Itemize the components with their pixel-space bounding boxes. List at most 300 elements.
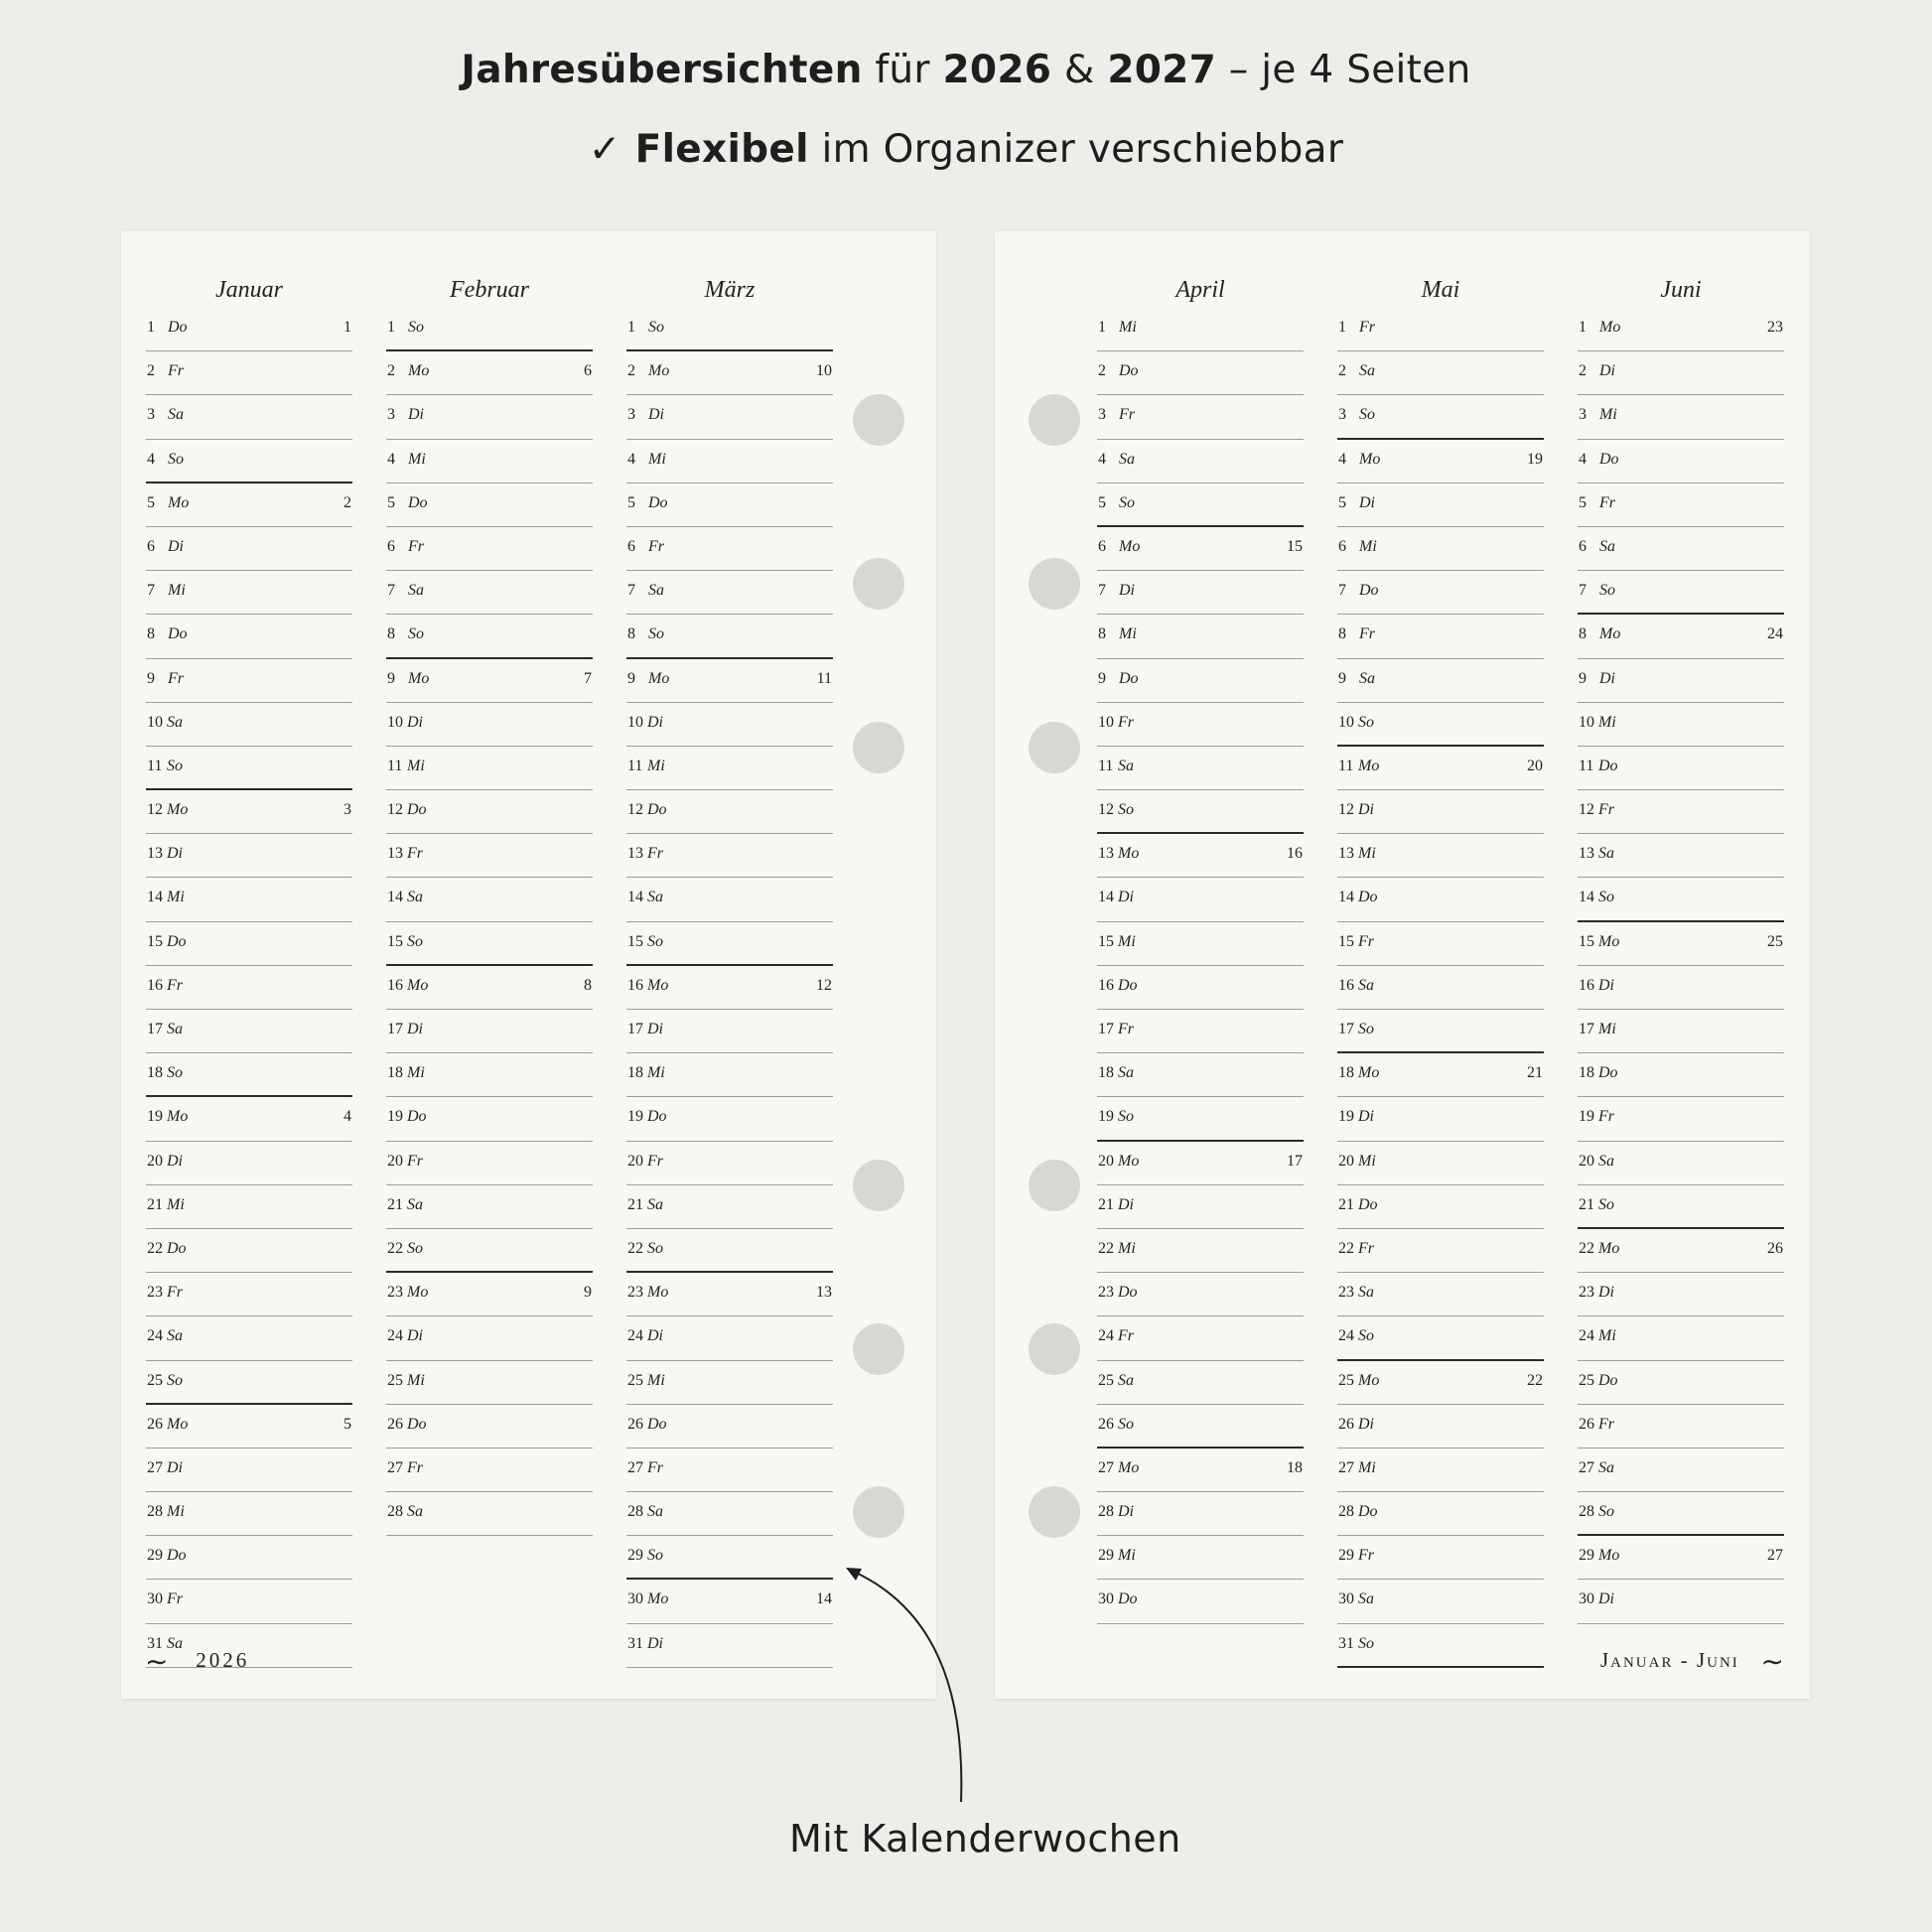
- weekday: So: [647, 1239, 663, 1257]
- day-number: 16: [1098, 976, 1114, 994]
- day-number: 16: [147, 976, 163, 994]
- day-number: 26: [387, 1415, 403, 1433]
- day-number: 21: [1338, 1195, 1354, 1213]
- day-number: 13: [627, 845, 643, 863]
- weekday: Di: [167, 1152, 183, 1170]
- weekday: Mi: [1118, 932, 1136, 950]
- day-number: 5: [627, 493, 635, 511]
- weekday: Fr: [647, 1152, 663, 1170]
- day-number: 9: [147, 669, 155, 687]
- weekday: Sa: [647, 889, 663, 906]
- day-number: 16: [1579, 976, 1594, 994]
- day-number: 6: [387, 537, 395, 555]
- weekday: Mo: [1119, 537, 1141, 555]
- weekday: Fr: [1359, 625, 1375, 643]
- day-number: 12: [1098, 801, 1114, 819]
- day-number: 18: [1338, 1064, 1354, 1082]
- weekday: Do: [407, 1108, 427, 1126]
- day-number: 25: [387, 1371, 403, 1389]
- calendar-week-number: 3: [344, 801, 351, 819]
- weekday: Mo: [1599, 625, 1621, 643]
- weekday: Di: [1598, 976, 1614, 994]
- weekday: So: [167, 757, 183, 774]
- day-number: 11: [387, 757, 403, 774]
- day-number: 28: [627, 1503, 643, 1521]
- weekday: Sa: [167, 1021, 183, 1037]
- day-number: 5: [1098, 493, 1106, 511]
- check-icon: ✓: [588, 127, 635, 172]
- footer-range: Januar - Juni: [1599, 1647, 1739, 1672]
- day-number: 16: [627, 976, 643, 994]
- day-number: 21: [627, 1195, 643, 1213]
- weekday: So: [1358, 1634, 1374, 1652]
- day-number: 28: [1338, 1503, 1354, 1521]
- day-number: 1: [147, 319, 155, 336]
- weekday: Mi: [648, 450, 666, 468]
- weekday: Fr: [167, 1590, 183, 1608]
- day-number: 20: [1338, 1152, 1354, 1170]
- weekday: Do: [1118, 1590, 1138, 1608]
- weekday: So: [648, 319, 664, 336]
- day-number: 17: [1579, 1021, 1594, 1037]
- weekday: Do: [1598, 1064, 1618, 1082]
- day-number: 29: [627, 1547, 643, 1565]
- weekday: So: [1598, 1195, 1614, 1213]
- weekday: Di: [1118, 1503, 1134, 1521]
- day-number: 14: [387, 889, 403, 906]
- calendar-week-number: 8: [584, 976, 592, 994]
- weekday: Do: [167, 1239, 187, 1257]
- weekday: Fr: [168, 362, 184, 380]
- headline-text: &: [1051, 48, 1108, 92]
- weekday: Mo: [1358, 1064, 1380, 1082]
- weekday: Mo: [1598, 1239, 1620, 1257]
- weekday: Sa: [167, 1634, 183, 1652]
- day-number: 22: [1338, 1239, 1354, 1257]
- weekday: Fr: [407, 845, 423, 863]
- day-number: 15: [1579, 932, 1594, 950]
- day-number: 16: [387, 976, 403, 994]
- day-number: 7: [147, 582, 155, 600]
- weekday: Mo: [1118, 1152, 1140, 1170]
- day-number: 10: [147, 713, 163, 731]
- weekday: Mo: [167, 801, 189, 819]
- day-number: 24: [387, 1327, 403, 1345]
- day-number: 1: [1338, 319, 1346, 336]
- weekday: Do: [1118, 1284, 1138, 1302]
- day-number: 28: [1579, 1503, 1594, 1521]
- day-number: 28: [387, 1503, 403, 1521]
- calendar-week-number: 19: [1527, 450, 1543, 468]
- day-number: 6: [627, 537, 635, 555]
- weekday: Mi: [1118, 1547, 1136, 1565]
- weekday: Do: [168, 625, 188, 643]
- day-number: 2: [627, 362, 635, 380]
- day-number: 21: [147, 1195, 163, 1213]
- day-number: 5: [1579, 493, 1587, 511]
- day-number: 9: [1098, 669, 1106, 687]
- day-number: 17: [147, 1021, 163, 1037]
- weekday: Mi: [647, 1064, 665, 1082]
- calendar-week-number: 23: [1767, 319, 1783, 336]
- weekday: So: [408, 319, 424, 336]
- day-number: 19: [1338, 1108, 1354, 1126]
- weekday: So: [1598, 889, 1614, 906]
- month-title: Mai: [1421, 277, 1460, 303]
- day-number: 5: [1338, 493, 1346, 511]
- weekday: Fr: [167, 1284, 183, 1302]
- weekday: Di: [407, 1021, 423, 1037]
- day-number: 23: [387, 1284, 403, 1302]
- weekday: Do: [167, 1547, 187, 1565]
- day-number: 19: [387, 1108, 403, 1126]
- weekday: Mo: [1359, 450, 1381, 468]
- day-number: 1: [627, 319, 635, 336]
- day-number: 31: [627, 1634, 643, 1652]
- day-number: 11: [147, 757, 163, 774]
- calendar-week-number: 25: [1767, 932, 1783, 950]
- weekday: Di: [648, 406, 664, 424]
- day-number: 9: [1579, 669, 1587, 687]
- day-number: 8: [627, 625, 635, 643]
- month-title: Februar: [450, 277, 529, 303]
- day-number: 27: [627, 1458, 643, 1476]
- day-number: 24: [147, 1327, 163, 1345]
- day-number: 20: [387, 1152, 403, 1170]
- day-number: 3: [1098, 406, 1106, 424]
- day-number: 31: [147, 1634, 163, 1652]
- weekday: Fr: [1118, 1021, 1134, 1037]
- day-number: 20: [147, 1152, 163, 1170]
- calendar-week-number: 7: [584, 669, 592, 687]
- day-number: 23: [1098, 1284, 1114, 1302]
- weekday: Do: [408, 493, 428, 511]
- day-number: 16: [1338, 976, 1354, 994]
- weekday: Sa: [1359, 362, 1375, 380]
- day-number: 13: [147, 845, 163, 863]
- weekday: Fr: [1118, 713, 1134, 731]
- weekday: Mo: [1358, 757, 1380, 774]
- weekday: So: [167, 1064, 183, 1082]
- day-number: 15: [1098, 932, 1114, 950]
- day-number: 3: [147, 406, 155, 424]
- day-number: 25: [1098, 1371, 1114, 1389]
- calendar-week-number: 4: [344, 1108, 351, 1126]
- day-number: 2: [1338, 362, 1346, 380]
- weekday: Sa: [1598, 1458, 1614, 1476]
- day-number: 1: [387, 319, 395, 336]
- day-number: 4: [1338, 450, 1346, 468]
- weekday: Fr: [407, 1458, 423, 1476]
- weekday: Sa: [648, 582, 664, 600]
- calendar-week-number: 14: [816, 1590, 832, 1608]
- calendar-week-number: 1: [344, 319, 351, 336]
- calendar-week-number: 16: [1287, 845, 1303, 863]
- weekday: Sa: [1118, 757, 1134, 774]
- weekday: Fr: [167, 976, 183, 994]
- day-number: 30: [1098, 1590, 1114, 1608]
- day-number: 8: [147, 625, 155, 643]
- weekday: Mi: [407, 1064, 425, 1082]
- day-number: 30: [1579, 1590, 1594, 1608]
- day-number: 24: [627, 1327, 643, 1345]
- day-number: 29: [1579, 1547, 1594, 1565]
- day-number: 8: [1579, 625, 1587, 643]
- day-number: 15: [387, 932, 403, 950]
- day-number: 30: [147, 1590, 163, 1608]
- weekday: Fr: [647, 845, 663, 863]
- weekday: So: [1358, 1021, 1374, 1037]
- day-number: 26: [627, 1415, 643, 1433]
- day-number: 6: [147, 537, 155, 555]
- weekday: Mo: [167, 1108, 189, 1126]
- day-number: 8: [1098, 625, 1106, 643]
- weekday: Mi: [168, 582, 186, 600]
- weekday: Fr: [1598, 1415, 1614, 1433]
- headline-text: für: [862, 48, 943, 92]
- weekday: Di: [647, 713, 663, 731]
- weekday: Do: [167, 932, 187, 950]
- day-number: 5: [147, 493, 155, 511]
- calendar-week-number: 5: [344, 1415, 351, 1433]
- day-number: 4: [1098, 450, 1106, 468]
- weekday: Fr: [1358, 1239, 1374, 1257]
- day-number: 4: [1579, 450, 1587, 468]
- day-number: 2: [1098, 362, 1106, 380]
- day-number: 6: [1338, 537, 1346, 555]
- weekday: So: [1359, 406, 1375, 424]
- day-number: 1: [1098, 319, 1106, 336]
- weekday: Mi: [1359, 537, 1377, 555]
- day-number: 2: [387, 362, 395, 380]
- day-number: 12: [1338, 801, 1354, 819]
- weekday: Fr: [1118, 1327, 1134, 1345]
- weekday: Sa: [1358, 1284, 1374, 1302]
- day-number: 2: [1579, 362, 1587, 380]
- calendar-week-number: 2: [344, 493, 351, 511]
- weekday: Sa: [407, 889, 423, 906]
- day-number: 2: [147, 362, 155, 380]
- day-number: 27: [1579, 1458, 1594, 1476]
- day-number: 22: [627, 1239, 643, 1257]
- weekday: Di: [408, 406, 424, 424]
- weekday: Do: [1119, 362, 1139, 380]
- weekday: So: [1118, 801, 1134, 819]
- weekday: Mo: [1118, 845, 1140, 863]
- weekday: Sa: [168, 406, 184, 424]
- weekday: Di: [167, 845, 183, 863]
- day-number: 20: [1579, 1152, 1594, 1170]
- weekday: Do: [1599, 450, 1619, 468]
- day-number: 14: [1338, 889, 1354, 906]
- weekday: So: [408, 625, 424, 643]
- calendar-week-number: 11: [816, 669, 832, 687]
- weekday: Sa: [1598, 845, 1614, 863]
- day-number: 29: [1098, 1547, 1114, 1565]
- month-title: Januar: [215, 277, 283, 303]
- day-number: 11: [1338, 757, 1354, 774]
- footer-year: 2026: [196, 1647, 250, 1672]
- calendar-week-number: 12: [816, 976, 832, 994]
- weekday: So: [168, 450, 184, 468]
- day-number: 26: [1579, 1415, 1594, 1433]
- day-number: 11: [1579, 757, 1594, 774]
- weekday: Do: [647, 801, 667, 819]
- day-number: 21: [387, 1195, 403, 1213]
- weekday: Fr: [1119, 406, 1135, 424]
- day-number: 17: [1098, 1021, 1114, 1037]
- weekday: Di: [1599, 362, 1615, 380]
- day-number: 13: [387, 845, 403, 863]
- day-number: 1: [1579, 319, 1587, 336]
- day-number: 11: [1098, 757, 1114, 774]
- calendar-week-number: 27: [1767, 1547, 1783, 1565]
- day-number: 3: [627, 406, 635, 424]
- day-number: 25: [1338, 1371, 1354, 1389]
- weekday: Di: [1358, 1415, 1374, 1433]
- calendar-week-number: 17: [1287, 1152, 1303, 1170]
- calendar-week-number: 26: [1767, 1239, 1783, 1257]
- weekday: Di: [407, 713, 423, 731]
- day-number: 11: [627, 757, 643, 774]
- day-number: 15: [147, 932, 163, 950]
- weekday: Sa: [1359, 669, 1375, 687]
- weekday: So: [648, 625, 664, 643]
- day-number: 21: [1579, 1195, 1594, 1213]
- day-number: 30: [627, 1590, 643, 1608]
- calendar-week-number: 13: [816, 1284, 832, 1302]
- weekday: Di: [1118, 1195, 1134, 1213]
- weekday: Di: [647, 1327, 663, 1345]
- day-number: 4: [627, 450, 635, 468]
- day-number: 18: [1098, 1064, 1114, 1082]
- weekday: Fr: [1359, 319, 1375, 336]
- weekday: Di: [1118, 889, 1134, 906]
- day-number: 19: [1579, 1108, 1594, 1126]
- day-number: 26: [1338, 1415, 1354, 1433]
- weekday: Do: [1598, 1371, 1618, 1389]
- day-number: 27: [147, 1458, 163, 1476]
- day-number: 23: [1579, 1284, 1594, 1302]
- weekday: Do: [1358, 1195, 1378, 1213]
- weekday: Do: [1598, 757, 1618, 774]
- weekday: Fr: [168, 669, 184, 687]
- weekday: Sa: [1118, 1064, 1134, 1082]
- day-number: 3: [387, 406, 395, 424]
- calendar-week-number: 10: [816, 362, 832, 380]
- day-number: 22: [387, 1239, 403, 1257]
- day-number: 18: [1579, 1064, 1594, 1082]
- weekday: Di: [407, 1327, 423, 1345]
- day-number: 29: [147, 1547, 163, 1565]
- day-number: 7: [1338, 582, 1346, 600]
- weekday: So: [407, 932, 423, 950]
- day-number: 8: [387, 625, 395, 643]
- weekday: Do: [1118, 976, 1138, 994]
- day-number: 12: [147, 801, 163, 819]
- day-number: 9: [627, 669, 635, 687]
- weekday: Sa: [407, 1503, 423, 1521]
- weekday: Mi: [1358, 1458, 1376, 1476]
- weekday: Mo: [647, 976, 669, 994]
- day-number: 3: [1338, 406, 1346, 424]
- weekday: Di: [1599, 669, 1615, 687]
- weekday: Mo: [407, 1284, 429, 1302]
- day-number: 19: [147, 1108, 163, 1126]
- day-number: 14: [1098, 889, 1114, 906]
- weekday: So: [1358, 1327, 1374, 1345]
- weekday: Sa: [1118, 1371, 1134, 1389]
- weekday: Do: [407, 1415, 427, 1433]
- weekday: So: [647, 1547, 663, 1565]
- day-number: 17: [1338, 1021, 1354, 1037]
- calendar-week-number: 15: [1287, 537, 1303, 555]
- day-number: 25: [147, 1371, 163, 1389]
- weekday: Mi: [1598, 713, 1616, 731]
- weekday: Mi: [407, 1371, 425, 1389]
- weekday: Mo: [167, 1415, 189, 1433]
- weekday: Fr: [1598, 1108, 1614, 1126]
- day-number: 26: [147, 1415, 163, 1433]
- day-number: 6: [1098, 537, 1106, 555]
- day-number: 14: [147, 889, 163, 906]
- weekday: Fr: [1598, 801, 1614, 819]
- day-number: 14: [627, 889, 643, 906]
- day-number: 14: [1579, 889, 1594, 906]
- day-number: 10: [1338, 713, 1354, 731]
- day-number: 20: [1098, 1152, 1114, 1170]
- day-number: 10: [627, 713, 643, 731]
- day-number: 21: [1098, 1195, 1114, 1213]
- weekday: Di: [1598, 1590, 1614, 1608]
- weekday: Mi: [1119, 625, 1137, 643]
- calendar-week-number: 22: [1527, 1371, 1543, 1389]
- day-number: 23: [147, 1284, 163, 1302]
- weekday: Di: [167, 1458, 183, 1476]
- weekday: Mo: [1598, 932, 1620, 950]
- weekday: Do: [1119, 669, 1139, 687]
- weekday: Fr: [1358, 1547, 1374, 1565]
- weekday: Do: [407, 801, 427, 819]
- day-number: 7: [1098, 582, 1106, 600]
- weekday: Mi: [1599, 406, 1617, 424]
- weekday: Mo: [647, 1284, 669, 1302]
- day-number: 23: [1338, 1284, 1354, 1302]
- weekday: Sa: [647, 1503, 663, 1521]
- month-title: Juni: [1660, 277, 1702, 303]
- weekday: Sa: [167, 713, 183, 731]
- weekday: Mo: [168, 493, 190, 511]
- weekday: Di: [1358, 1108, 1374, 1126]
- headline-year-2027: 2027: [1107, 48, 1217, 92]
- weekday: Mi: [167, 889, 185, 906]
- weekday: Mi: [647, 1371, 665, 1389]
- weekday: Fr: [647, 1458, 663, 1476]
- weekday: Mi: [1358, 1152, 1376, 1170]
- day-number: 3: [1579, 406, 1587, 424]
- headline-bold-title: Jahresübersichten: [461, 48, 863, 92]
- weekday: So: [1358, 713, 1374, 731]
- weekday: So: [647, 932, 663, 950]
- weekday: Fr: [407, 1152, 423, 1170]
- day-number: 13: [1338, 845, 1354, 863]
- weekday: Mo: [408, 669, 430, 687]
- weekday: Di: [1598, 1284, 1614, 1302]
- calendar-week-number: 9: [584, 1284, 592, 1302]
- weekday: Mi: [407, 757, 425, 774]
- day-number: 9: [387, 669, 395, 687]
- weekday: Mi: [167, 1503, 185, 1521]
